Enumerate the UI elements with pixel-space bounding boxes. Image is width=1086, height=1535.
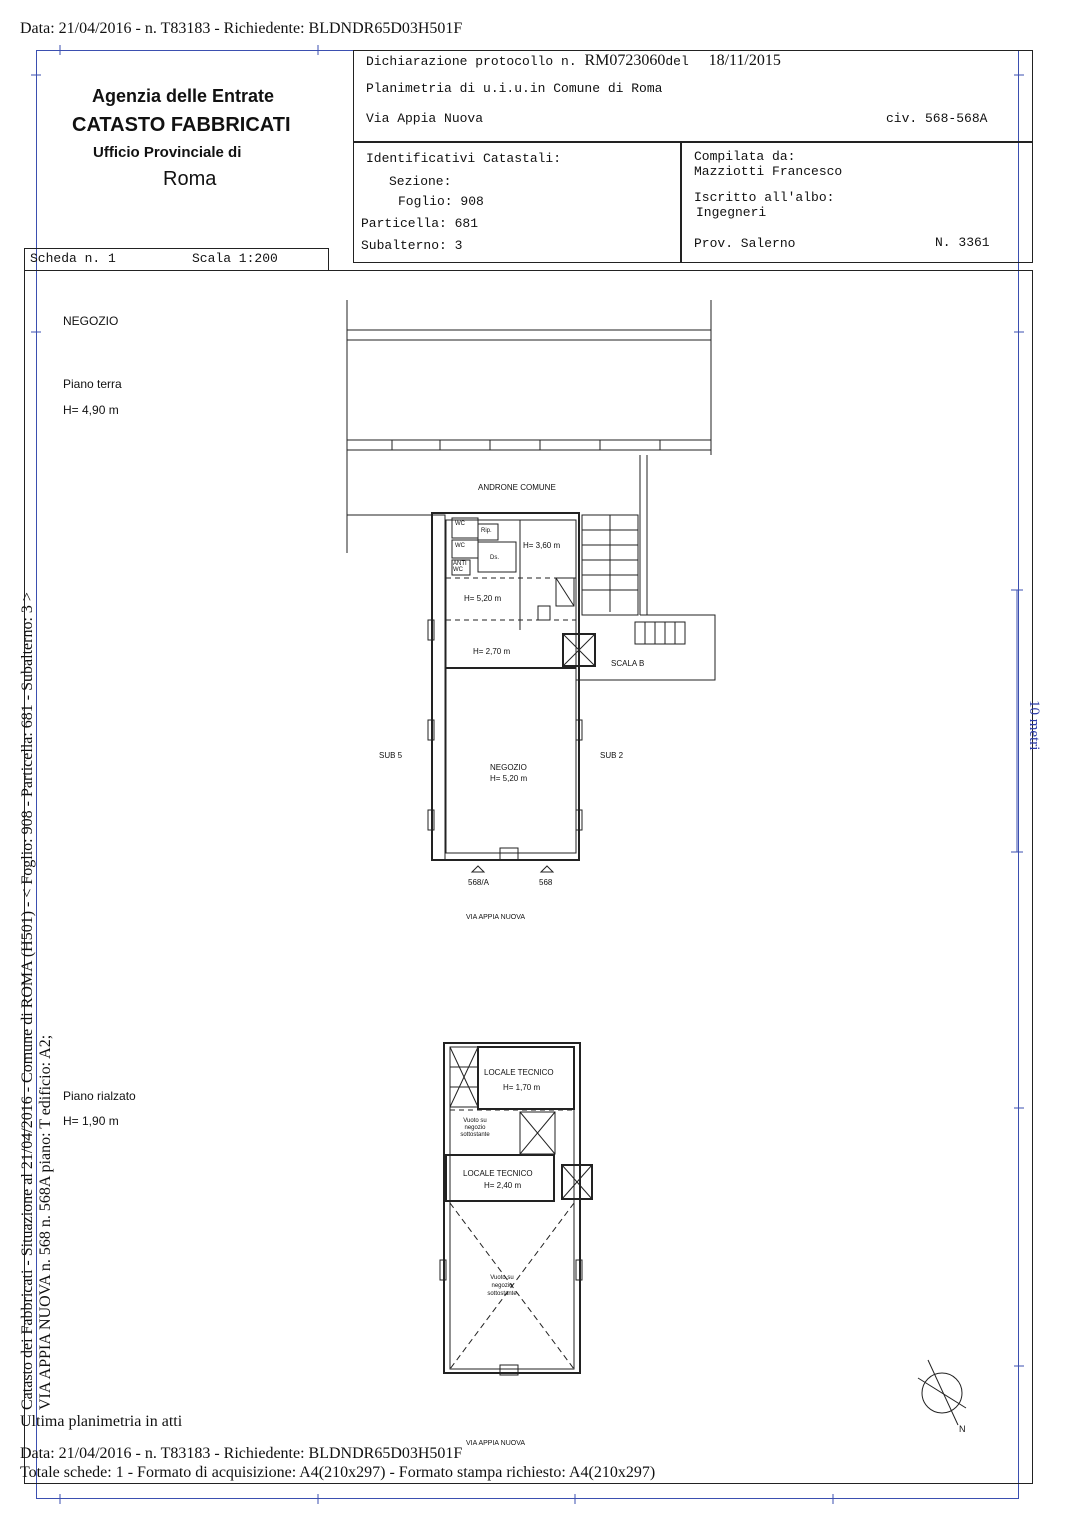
footer-totals: Totale schede: 1 - Formato di acquisizione: A4(210x297) - Formato stampa richiesto: A4(210x297) [20, 1464, 656, 1481]
date-label: del [665, 54, 689, 69]
subalterno-field: Subalterno: 3 [361, 238, 463, 253]
locale1-label: LOCALE TECNICO [484, 1068, 554, 1077]
scheda-number: Scheda n. 1 [30, 251, 116, 266]
use-label: NEGOZIO [63, 314, 119, 328]
door-568: 568 [539, 878, 553, 887]
side-text-line1: Catasto dei Fabbricati - Situazione al 21/04/2016 - Comune di ROMA (H501) - < Foglio: 908 - Particella: 681 - Subalterno: 3 > [19, 592, 36, 1410]
compiler-label: Compilata da: [694, 149, 796, 164]
north-label: N [959, 1424, 966, 1434]
compiler-name: Mazziotti Francesco [694, 164, 843, 179]
civic-number: civ. 568-568A [886, 111, 988, 126]
androne-label: ANDRONE COMUNE [478, 483, 556, 492]
height-520b: H= 5,20 m [490, 774, 528, 783]
floor1-height: H= 4,90 m [63, 403, 119, 417]
ufficio-label: Ufficio Provinciale di [93, 144, 242, 161]
sezione-field: Sezione: [389, 174, 452, 189]
ufficio-city: Roma [163, 168, 217, 190]
ds-label: Ds. [490, 555, 499, 561]
height-240: H= 2,40 m [484, 1181, 522, 1190]
wc1-label: WC [455, 521, 465, 527]
last-plan-note: Ultima planimetria in atti [20, 1413, 183, 1430]
street-label: VIA APPIA NUOVA [466, 914, 526, 921]
province: Prov. Salerno [694, 236, 796, 251]
albo-label: Iscritto all'albo: [694, 190, 835, 205]
locale2-label: LOCALE TECNICO [463, 1169, 533, 1178]
header-line: Data: 21/04/2016 - n. T83183 - Richiedente: BLDNDR65D03H501F [20, 20, 463, 37]
floor2-name: Piano rialzato [63, 1089, 136, 1103]
protocol-date: 18/11/2015 [708, 52, 781, 69]
scala-b-label: SCALA B [611, 659, 645, 668]
particella-field: Particella: 681 [361, 216, 479, 231]
vuoto1-label: Vuoto su negozio sottostante [460, 1118, 490, 1138]
albo-value: Ingegneri [696, 205, 767, 220]
negozio-label: NEGOZIO [490, 763, 527, 772]
planimetria-line: Planimetria di u.i.u.in Comune di Roma [366, 81, 663, 96]
antiwc-label: ANTI WC [453, 561, 467, 573]
identifiers-title: Identificativi Catastali: [366, 151, 562, 166]
agency-name: Agenzia delle Entrate [92, 86, 275, 106]
scheda-scale: Scala 1:200 [192, 251, 278, 266]
floor2-height: H= 1,90 m [63, 1114, 119, 1128]
sub2-label: SUB 2 [600, 751, 624, 760]
protocol-label: Dichiarazione protocollo n. [366, 54, 577, 69]
address-line: Via Appia Nuova [366, 111, 484, 126]
protocol-number: RM0723060 [584, 52, 666, 69]
rip-label: Rip. [481, 528, 492, 534]
side-text-line2: VIA APPIA NUOVA n. 568 n. 568A piano: T edificio: A2; [37, 1034, 54, 1410]
height-170: H= 1,70 m [503, 1083, 541, 1092]
catasto-title: CATASTO FABBRICATI [72, 114, 291, 136]
registration-number: N. 3361 [935, 235, 990, 250]
foglio-field: Foglio: 908 [398, 194, 484, 209]
height-520a: H= 5,20 m [464, 594, 502, 603]
door-568a: 568/A [468, 878, 489, 887]
wc2-label: WC [455, 543, 465, 549]
floor1-name: Piano terra [63, 377, 122, 391]
footer-data-line: Data: 21/04/2016 - n. T83183 - Richiedente: BLDNDR65D03H501F [20, 1445, 463, 1462]
vuoto2-label: Vuoto su negozio sottostante [487, 1275, 517, 1297]
sub5-label: SUB 5 [379, 751, 403, 760]
height-360: H= 3,60 m [523, 541, 561, 550]
scale-bar-label: 10 metri [1026, 700, 1042, 751]
street2-label: VIA APPIA NUOVA [466, 1440, 526, 1447]
height-270: H= 2,70 m [473, 647, 511, 656]
